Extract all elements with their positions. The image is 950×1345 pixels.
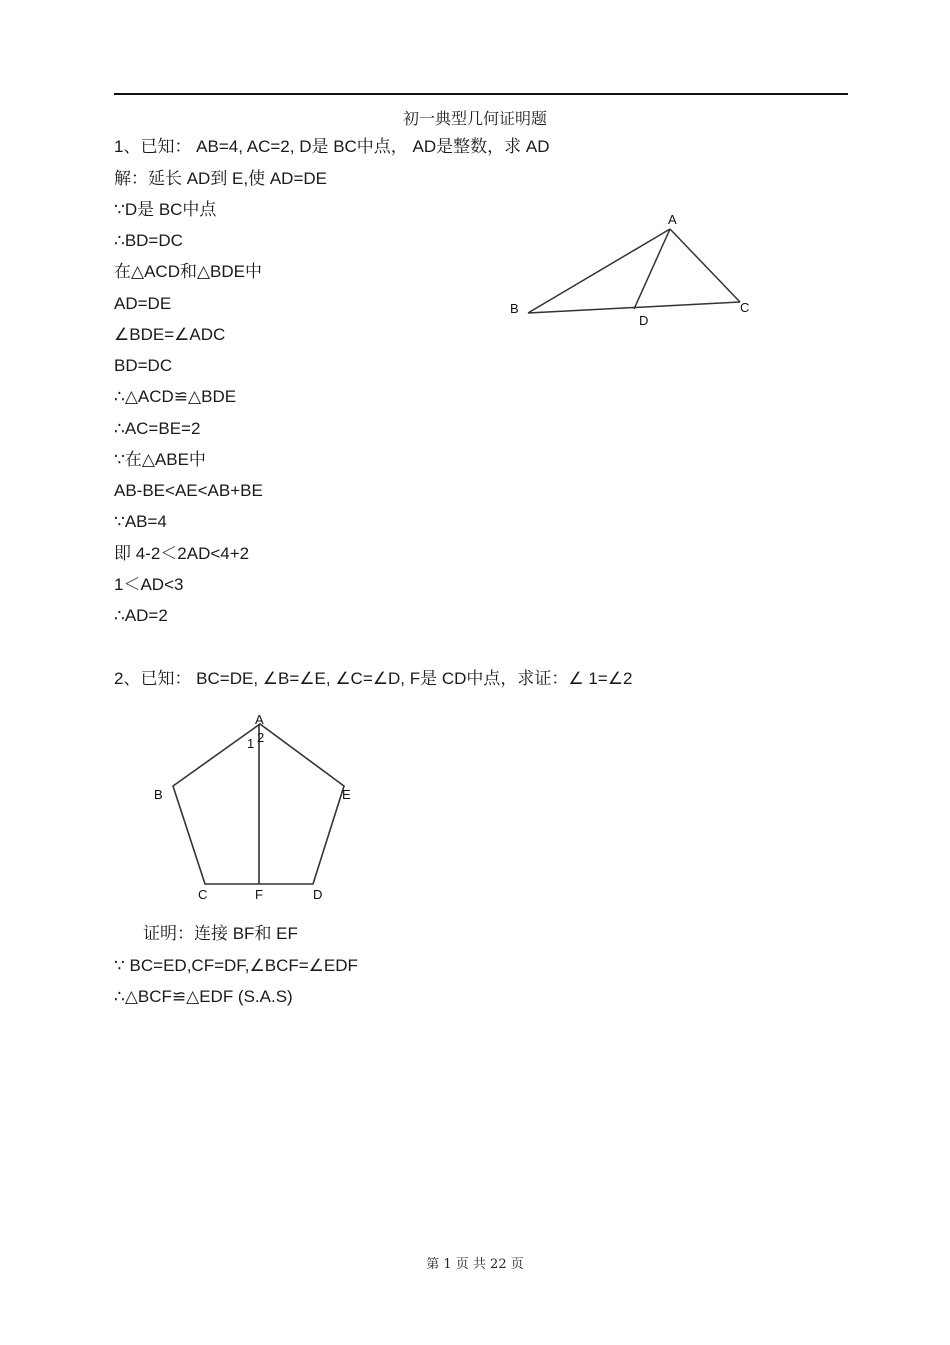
- problem1-line: AD=DE: [114, 294, 172, 313]
- vertex-label-e: E: [342, 787, 351, 802]
- segment-ac: [670, 229, 740, 302]
- vertex-label-a: A: [668, 212, 677, 227]
- problem2-proof-line: ∴△BCF≌△EDF (S.A.S): [114, 987, 293, 1006]
- problem1-line: 即 4-2＜2AD<4+2: [114, 544, 250, 563]
- problem1-line: ∠BDE=∠ADC: [114, 325, 226, 344]
- triangle-figure: [500, 205, 770, 335]
- vertex-label-d: D: [313, 887, 323, 902]
- problem1-line: 在△ACD和△BDE中: [114, 262, 262, 281]
- page-title: 初一典型几何证明题: [402, 109, 547, 128]
- problem1-line: 1、已知： AB=4, AC=2, D是 BC中点， AD是整数，求 AD: [114, 137, 550, 156]
- angle-label-1: 1: [247, 736, 255, 751]
- vertex-label-d: D: [639, 313, 649, 328]
- problem1-line: 1＜AD<3: [114, 575, 184, 594]
- problem1-line: ∵AB=4: [114, 512, 167, 531]
- problem1-line: 解：延长 AD到 E,使 AD=DE: [114, 169, 328, 188]
- problem1-line: ∴△ACD≌△BDE: [114, 387, 237, 406]
- pentagon-figure: [140, 708, 370, 908]
- problem1-line: ∵在△ABE中: [114, 450, 206, 469]
- vertex-label-a: A: [255, 712, 264, 727]
- angle-label-2: 2: [257, 730, 265, 745]
- problem1-line: BD=DC: [114, 356, 173, 375]
- vertex-label-b: B: [510, 301, 519, 316]
- segment-ab: [528, 229, 670, 313]
- vertex-label-b: B: [154, 787, 163, 802]
- vertex-label-f: F: [255, 887, 263, 902]
- segment-ad: [634, 229, 670, 309]
- problem2-proof-line: ∵ BC=ED,CF=DF,∠BCF=∠EDF: [114, 956, 358, 975]
- problem1-line: AB-BE<AE<AB+BE: [114, 481, 263, 500]
- header-rule: [114, 93, 848, 95]
- problem1-line: ∵D是 BC中点: [114, 200, 217, 219]
- problem1-line: ∴AD=2: [114, 606, 168, 625]
- vertex-label-c: C: [198, 887, 208, 902]
- vertex-label-c: C: [740, 300, 750, 315]
- page-footer: 第 1 页 共 22 页: [426, 1257, 524, 1272]
- problem1-line: ∴AC=BE=2: [114, 419, 201, 438]
- problem2-proof-line: 证明：连接 BF和 EF: [143, 924, 298, 943]
- problem1-line: ∴BD=DC: [114, 231, 183, 250]
- problem2-statement: 2、已知： BC=DE, ∠B=∠E, ∠C=∠D, F是 CD中点，求证：∠ 1=∠2: [114, 669, 633, 688]
